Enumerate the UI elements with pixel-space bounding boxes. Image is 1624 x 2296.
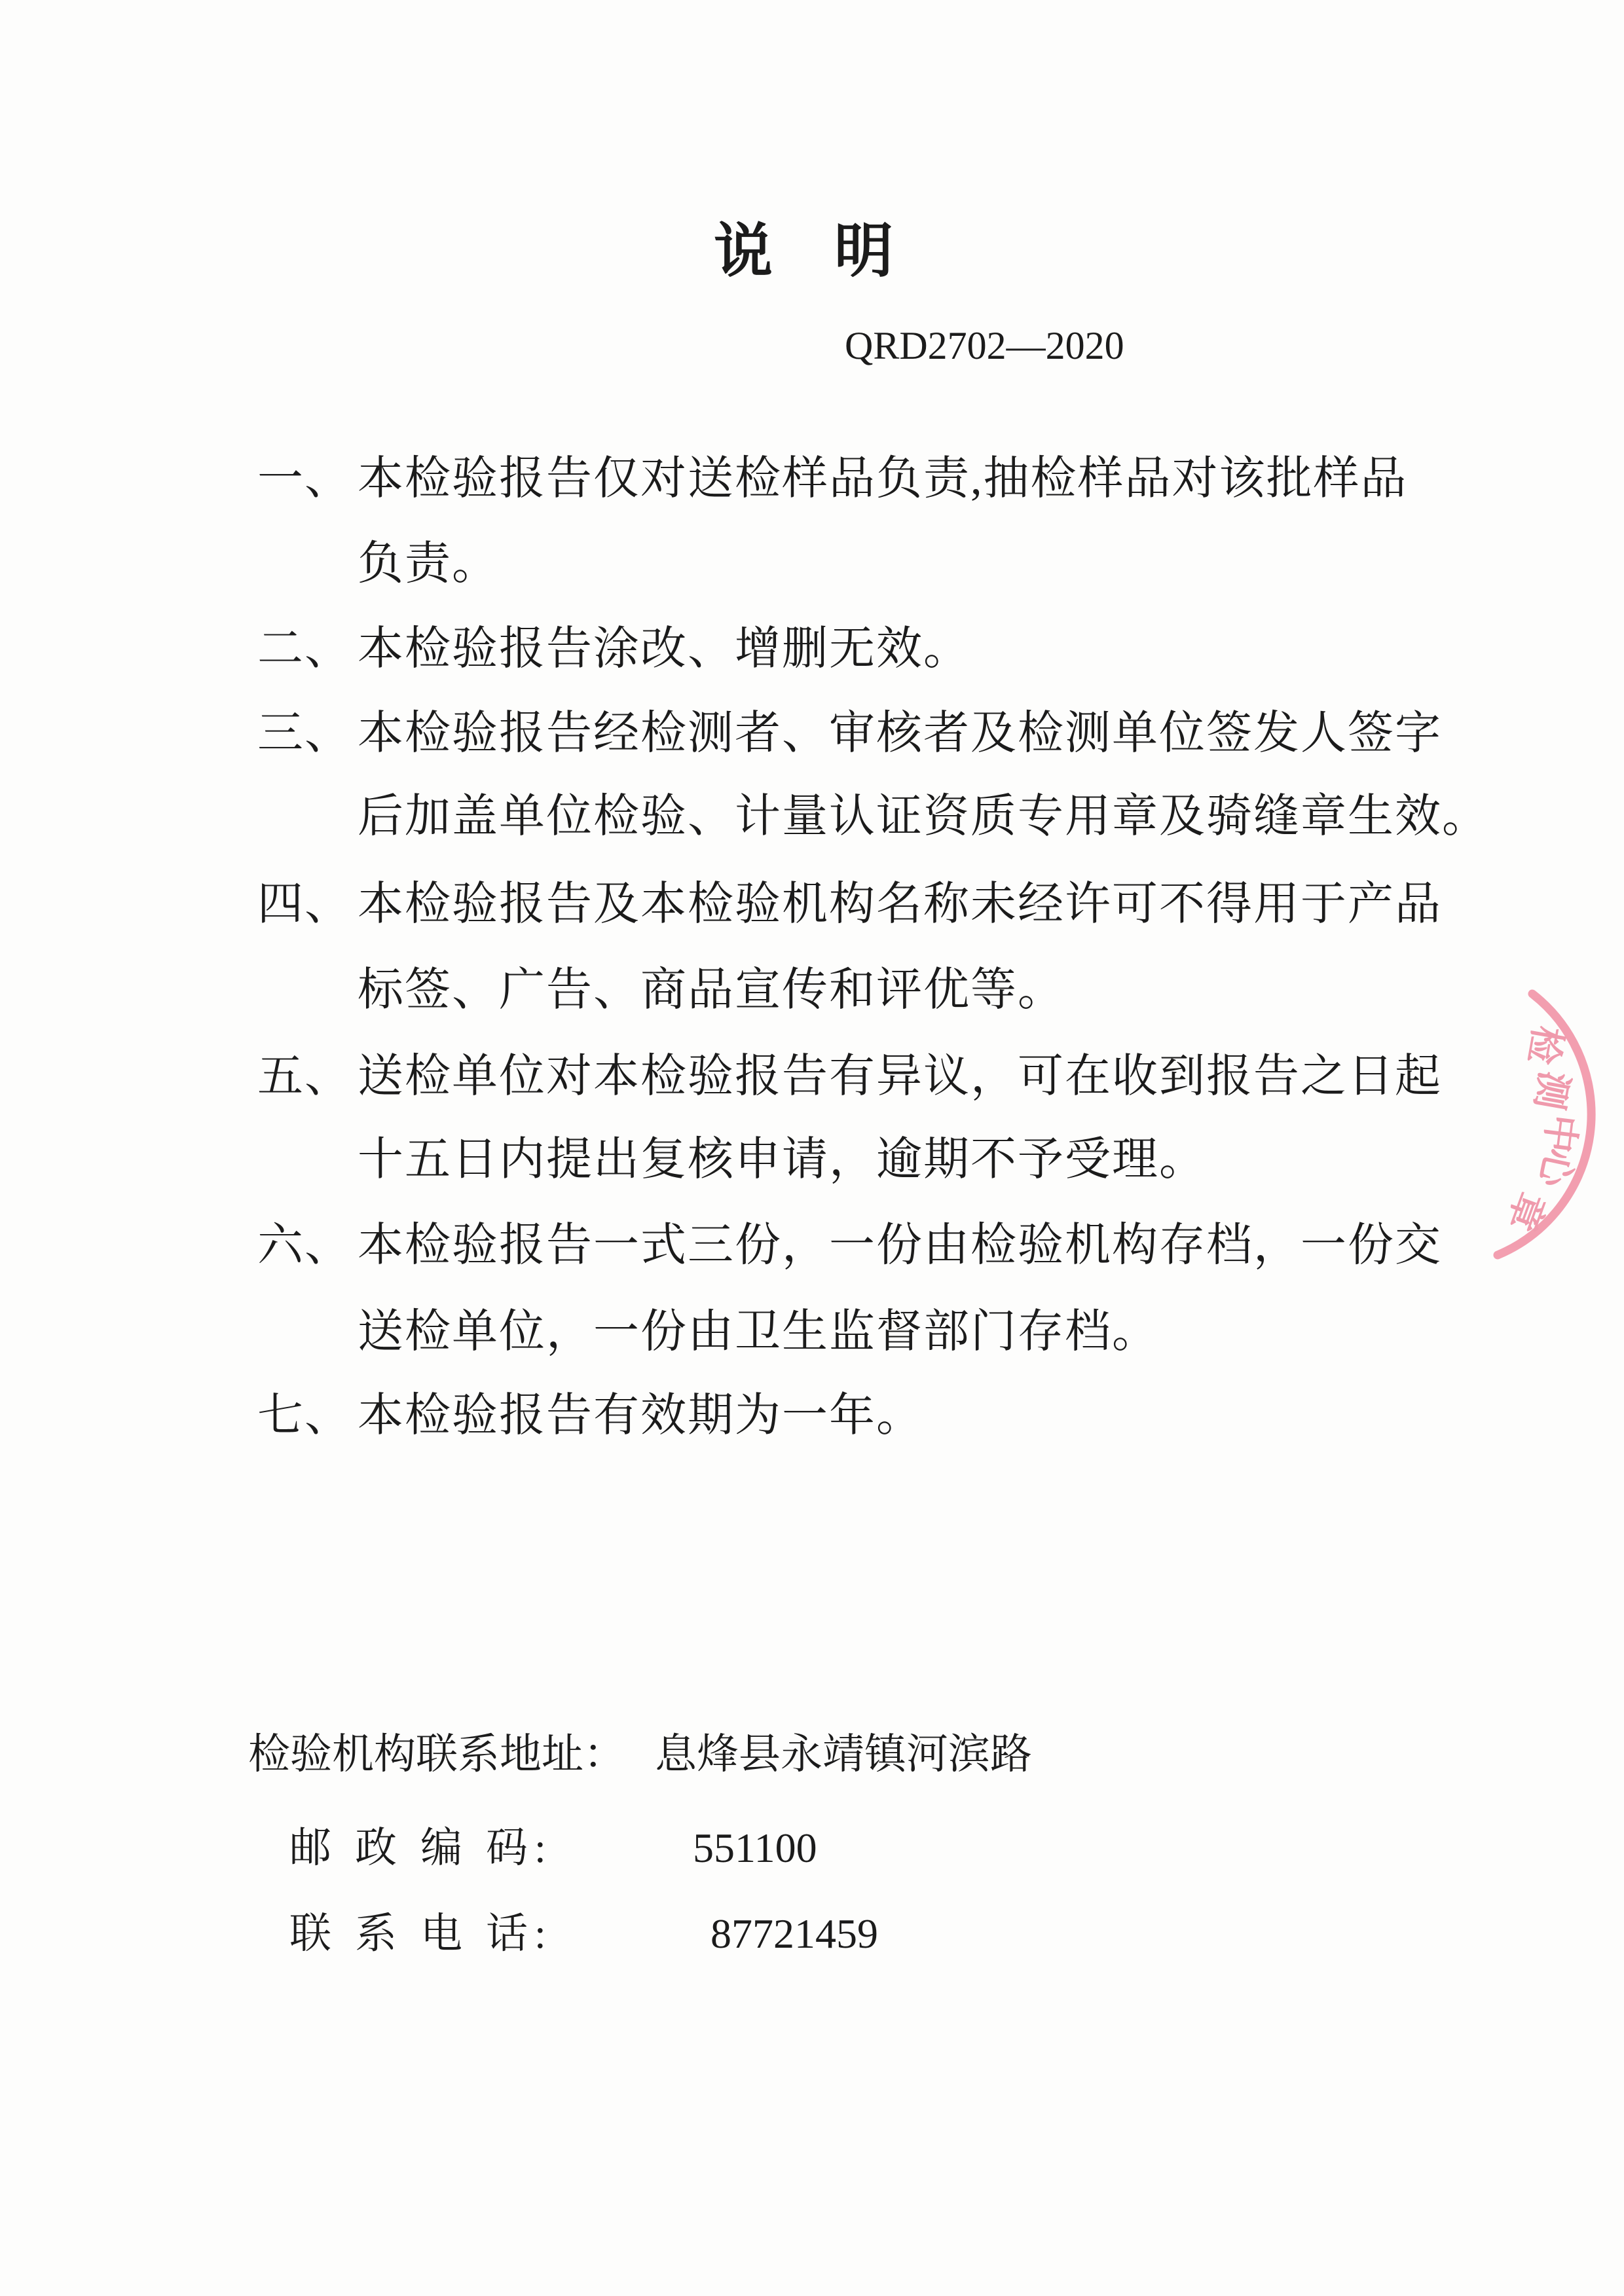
contact-address-label: 检验机构联系地址： — [248, 1731, 625, 1777]
note-line — [358, 541, 499, 587]
note-marker: 二、 — [257, 624, 352, 674]
postal-code-value: 551100 — [693, 1825, 817, 1871]
note-text: 标签、广告、商品宣传和评优等。 — [358, 965, 1065, 1015]
page-title: 说 明 — [714, 219, 895, 284]
note-line — [257, 1393, 923, 1439]
note-marker: 三、 — [257, 708, 352, 759]
note-text: 本检验报告及本检验机构名称未经许可不得用于产品 — [358, 879, 1442, 930]
note-text: 十五日内提出复核申请，逾期不予受理。 — [358, 1135, 1206, 1185]
stamp-char: 测 — [1527, 1068, 1576, 1113]
note-marker: 一、 — [257, 454, 352, 504]
note-text: 送检单位，一份由卫生监督部门存档。 — [358, 1307, 1159, 1357]
note-line — [257, 456, 1408, 502]
phone-value: 87721459 — [710, 1910, 878, 1957]
note-line — [358, 1137, 1206, 1183]
note-text: 本检验报告一式三份，一份由检验机构存档，一份交 — [358, 1220, 1442, 1271]
postal-code-label: 邮 政 编 码: — [289, 1825, 553, 1871]
note-line — [257, 1051, 1442, 1102]
note-text: 本检验报告涂改、增删无效。 — [358, 624, 970, 674]
note-text: 本检验报告有效期为一年。 — [358, 1391, 923, 1441]
stamp-char: 章 — [1499, 1186, 1553, 1237]
note-line — [257, 624, 970, 674]
note-line — [257, 879, 1442, 930]
note-text: 后加盖单位检验、计量认证资质专用章及骑缝章生效。 — [358, 792, 1489, 842]
document-code: QRD2702—2020 — [845, 324, 1124, 367]
note-marker: 四、 — [257, 879, 352, 930]
phone-label: 联 系 电 话: — [289, 1910, 553, 1957]
note-text: 负责。 — [358, 539, 499, 589]
stamp-char: 中 — [1536, 1112, 1584, 1156]
note-text: 本检验报告经检测者、审核者及检测单位签发人签字 — [358, 708, 1442, 759]
note-marker: 六、 — [257, 1220, 352, 1271]
note-text: 送检单位对本检验报告有异议，可在收到报告之日起 — [358, 1051, 1442, 1102]
note-line — [358, 794, 1489, 840]
note-line — [358, 1309, 1159, 1355]
note-line — [358, 965, 1065, 1015]
note-line — [257, 708, 1442, 759]
stamp-char: 心 — [1531, 1144, 1581, 1192]
contact-address-value: 息烽县永靖镇河滨路 — [655, 1731, 1032, 1777]
note-line — [257, 1220, 1442, 1271]
note-text: 本检验报告仅对送检样品负责,抽检样品对该批样品 — [358, 454, 1408, 504]
red-stamp — [1375, 943, 1624, 1283]
stamp-char: 检 — [1521, 1023, 1570, 1068]
note-marker: 五、 — [257, 1051, 352, 1102]
note-marker: 七、 — [257, 1391, 352, 1441]
